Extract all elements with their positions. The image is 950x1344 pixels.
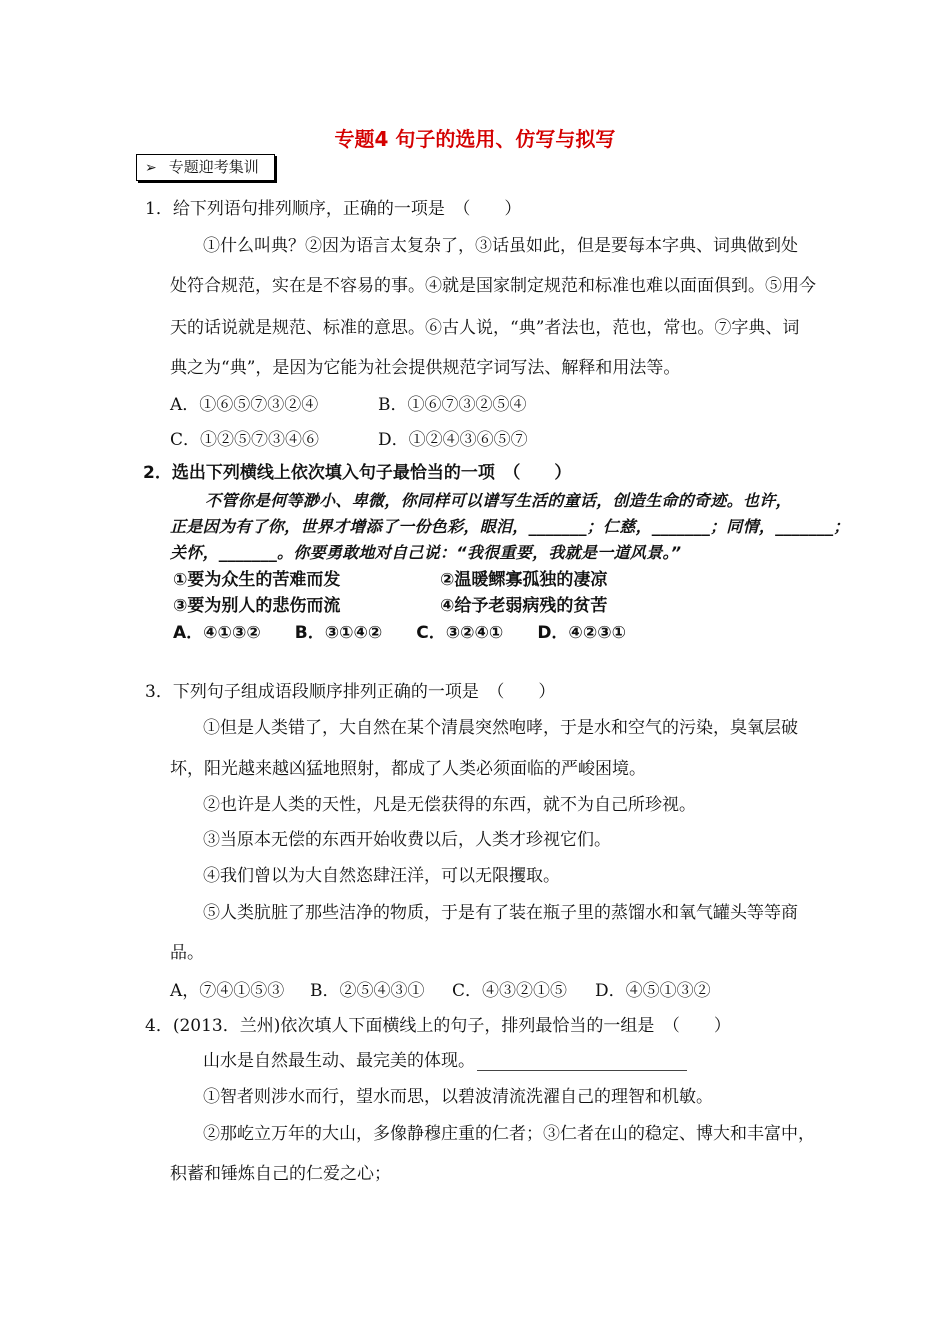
q1-stem: 1．给下列语句排列顺序，正确的一项是 （ ） — [145, 199, 522, 219]
q2-option-1: ①要为众生的苦难而发 — [173, 570, 341, 590]
q2-option-3: ③要为别人的悲伤而流 — [173, 596, 341, 616]
q3-sentence-1-line-2: 坏，阳光越来越凶猛地照射，都成了人类必须面临的严峻困境。 — [170, 759, 646, 779]
q3-sentence-2: ②也许是人类的天性，凡是无偿获得的东西，就不为自己所珍视。 — [203, 795, 696, 815]
q3-option-b: B．②⑤④③① — [310, 981, 425, 1001]
q3-sentence-3: ③当原本无偿的东西开始收费以后，人类才珍视它们。 — [203, 830, 611, 850]
q4-lead-sentence — [203, 1051, 687, 1071]
q2-para-line-3: 关怀，_______。你要勇敢地对自己说：“我很重要，我就是一道风景。” — [170, 543, 682, 562]
q1-para-line-4: 典之为“典”，是因为它能为社会提供规范字词写法、解释和用法等。 — [170, 358, 681, 378]
q1-option-d: D．①②④③⑥⑤⑦ — [378, 430, 528, 450]
section-label: 专题迎考集训 — [168, 158, 259, 176]
q3-sentence-1-line-1: ①但是人类错了，大自然在某个清晨突然咆哮，于是水和空气的污染，臭氧层破 — [203, 718, 798, 738]
q4-sentence-2-3: ②那屹立万年的大山，多像静穆庄重的仁者；③仁者在山的稳定、博大和丰富中， — [203, 1124, 815, 1144]
page-title: 专题4 句子的选用、仿写与拟写 — [334, 127, 616, 151]
q1-option-b: B．①⑥⑦③②⑤④ — [378, 395, 527, 415]
section-header — [136, 154, 275, 181]
q3-option-c: C．④③②①⑤ — [452, 981, 568, 1001]
q4-stem: 4．(2013．兰州)依次填人下面横线上的句子，排列最恰当的一组是 （ ） — [145, 1016, 731, 1036]
q3-stem: 3．下列句子组成语段顺序排列正确的一项是 （ ） — [145, 682, 556, 702]
q2-stem: 2．选出下列横线上依次填入句子最恰当的一项 （ ） — [143, 463, 572, 483]
q2-para-line-1: 不管你是何等渺小、卑微，你同样可以谱写生活的童话，创造生命的奇迹。也许， — [205, 491, 792, 510]
q1-para-line-3: 天的话说就是规范、标准的意思。⑥古人说，“典”者法也，范也，常也。⑦字典、词 — [170, 318, 800, 338]
q4-sentence-1: ①智者则涉水而行，望水而思，以碧波清流洗濯自己的理智和机敏。 — [203, 1087, 713, 1107]
q2-option-4: ④给予老弱病残的贫苦 — [440, 596, 608, 616]
q3-sentence-4: ④我们曾以为大自然恣肆汪洋，可以无限攫取。 — [203, 866, 560, 886]
q2-option-2: ②温暖鳏寡孤独的凄凉 — [440, 570, 608, 590]
q3-option-d: D．④⑤①③② — [595, 981, 711, 1001]
q3-option-a: A，⑦④①⑤③ — [170, 981, 285, 1001]
q3-sentence-5-line-2: 品。 — [170, 943, 204, 963]
q2-answer-choices: A．④①③② B．③①④② C．③②④① D．④②③① — [173, 623, 626, 643]
q1-option-c: C．①②⑤⑦③④⑥ — [170, 430, 320, 450]
q4-lead-text: 山水是自然最生动、最完美的体现。 — [203, 1051, 475, 1071]
q1-para-line-2: 处符合规范，实在是不容易的事。④就是国家制定规范和标准也难以面面俱到。⑤用今 — [170, 276, 816, 296]
q2-para-line-2: 正是因为有了你，世界才增添了一份色彩，眼泪，_______；仁慈，_______；同情，_______； — [170, 517, 850, 536]
q3-sentence-5-line-1: ⑤人类肮脏了那些洁净的物质，于是有了装在瓶子里的蒸馏水和氧气罐头等等商 — [203, 903, 798, 923]
arrow-bullet-icon: ➢ — [145, 160, 157, 176]
q4-sentence-3-cont: 积蓄和锤炼自己的仁爱之心； — [170, 1164, 391, 1184]
q1-option-a: A．①⑥⑤⑦③②④ — [170, 395, 319, 415]
answer-blank — [477, 1054, 687, 1071]
q1-para-line-1: ①什么叫典？②因为语言太复杂了，③话虽如此，但是要每本字典、词典做到处 — [203, 236, 798, 256]
